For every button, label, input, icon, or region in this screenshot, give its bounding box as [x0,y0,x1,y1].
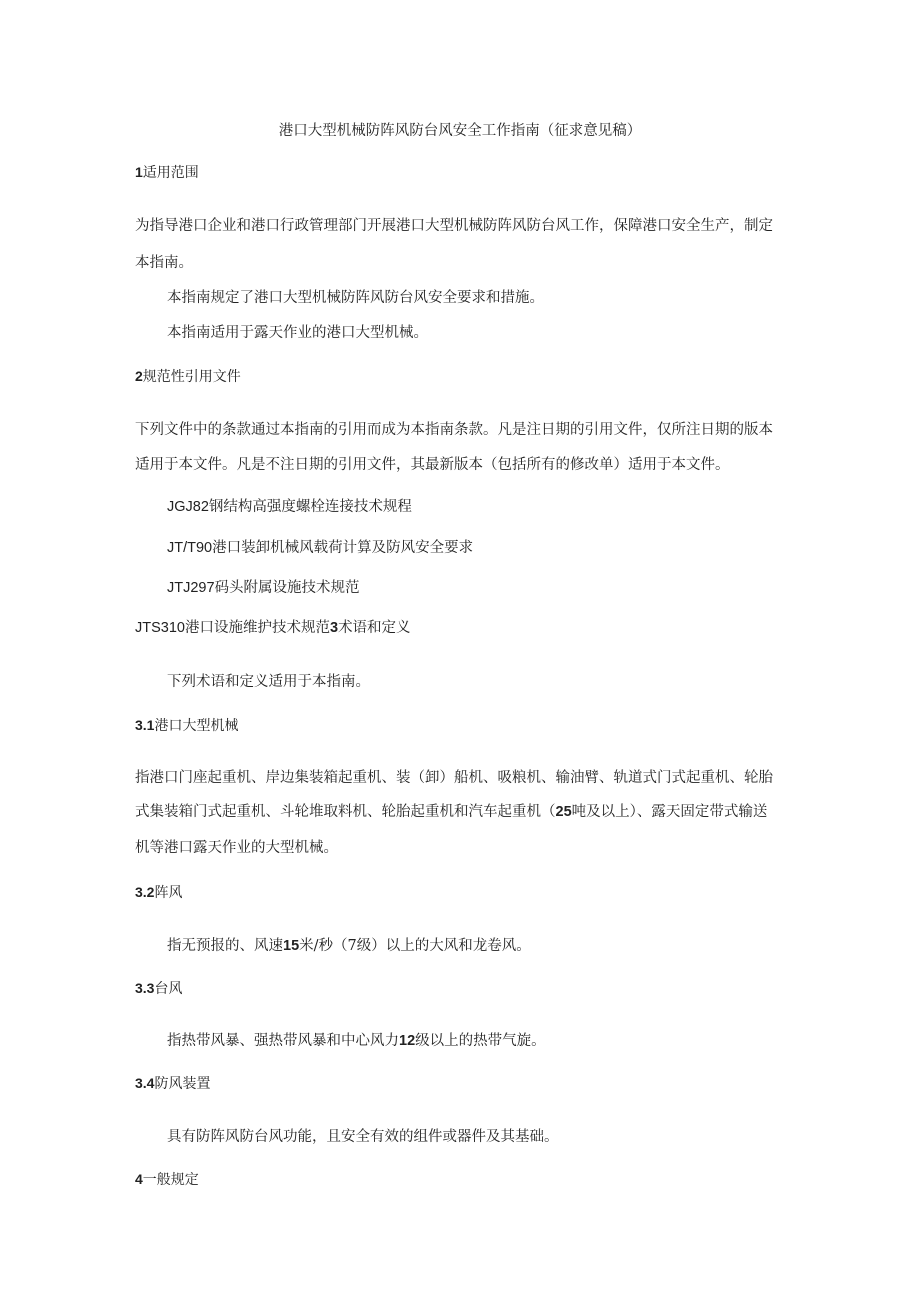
paragraph: 本指南规定了港口大型机械防阵风防台风安全要求和措施。 [167,290,544,306]
section-title: 规范性引用文件 [142,369,241,385]
paragraph-line [135,802,767,822]
reference-code: JTS310 [135,620,185,636]
reference-code: JGJ82 [167,499,209,515]
reference-name: 钢结构高强度螺栓连接技术规程 [208,499,412,515]
paragraph-line: 适用于本文件。凡是不注日期的引用文件，其最新版本（包括所有的修改单）适用于本文件。 [135,457,730,473]
section-title: 防风装置 [154,1076,211,1092]
reference-item [167,578,360,598]
paragraph-line: 为指导港口企业和港口行政管理部门开展港口大型机械防阵风防台风工作，保障港口安全生产，制定 [135,218,773,234]
subsection-3-2-heading [135,882,182,903]
reference-code: JTJ297 [167,580,215,596]
wind-force-number: 12 [399,1033,416,1049]
reference-item [135,618,411,638]
section-number: 3.1 [135,717,155,733]
subsection-3-1-heading [135,715,238,736]
section-4-heading [135,1169,199,1190]
definition [167,936,531,956]
paragraph-line: 下列文件中的条款通过本指南的引用而成为本指南条款。凡是注日期的引用文件，仅所注日期的版本 [135,422,773,438]
section-3-heading: 术语和定义 [338,620,411,636]
section-2-heading [135,366,241,387]
reference-name: 码头附属设施技术规范 [214,580,360,596]
text-span: 指无预报的、风速 [167,938,283,954]
section-title: 台风 [154,981,183,997]
tonnage-number: 25 [555,804,572,820]
section-number: 3.2 [135,884,155,900]
section-number: 1 [135,164,143,180]
paragraph-line: 指港口门座起重机、岸边集装箱起重机、装（卸）船机、吸粮机、输油臂、轨道式门式起重机、轮胎 [135,770,773,786]
reference-item [167,497,412,517]
paragraph: 本指南适用于露天作业的港口大型机械。 [167,325,428,341]
text-span: 级以上的热带气旋。 [415,1033,546,1049]
section-title: 港口大型机械 [154,718,239,734]
paragraph: 下列术语和定义适用于本指南。 [167,674,370,690]
section-title: 一般规定 [142,1172,199,1188]
section-title: 适用范围 [142,165,199,181]
definition [167,1031,546,1051]
text-span: 米/秒（7级）以上的大风和龙卷风。 [299,938,531,954]
subsection-3-3-heading [135,978,182,999]
subsection-3-4-heading [135,1073,210,1094]
section-number: 3 [329,620,339,636]
reference-item [167,538,473,558]
reference-name: 港口设施维护技术规范 [184,620,330,636]
paragraph-line: 本指南。 [135,255,193,271]
wind-speed-number: 15 [283,938,300,954]
reference-name: 港口装卸机械风载荷计算及防风安全要求 [212,540,474,556]
section-title: 阵风 [154,885,183,901]
document-title: 港口大型机械防阵风防台风安全工作指南（征求意见稿） [278,123,642,139]
section-number: 3.3 [135,980,155,996]
text-span: 吨及以上）、露天固定带式输送 [571,804,768,820]
section-number: 4 [135,1171,143,1187]
section-1-heading [135,162,199,183]
section-number: 3.4 [135,1075,155,1091]
section-number: 2 [135,368,143,384]
definition: 具有防阵风防台风功能，且安全有效的组件或器件及其基础。 [167,1129,559,1145]
text-span: 式集装箱门式起重机、斗轮堆取料机、轮胎起重机和汽车起重机（ [135,804,556,820]
paragraph-line: 机等港口露天作业的大型机械。 [135,840,338,856]
reference-code: JT/T90 [167,540,213,556]
text-span: 指热带风暴、强热带风暴和中心风力 [167,1033,399,1049]
